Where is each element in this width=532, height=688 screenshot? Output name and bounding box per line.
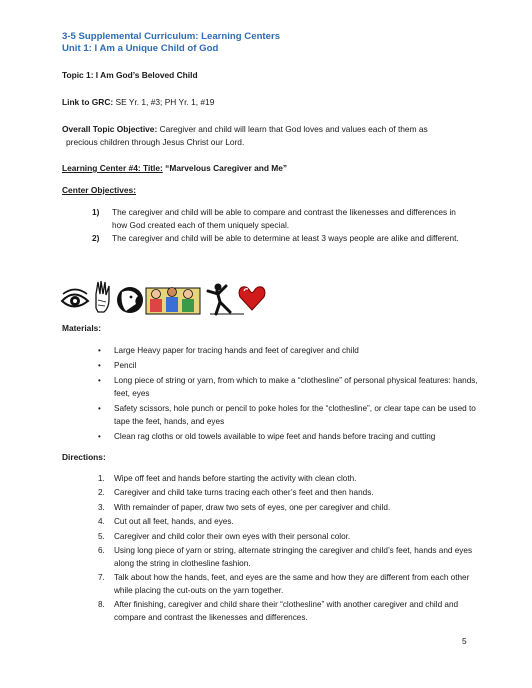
- item-number: 3.: [98, 502, 105, 512]
- item-text: The caregiver and child will be able to determine at least 3 ways people are alike and different.: [112, 233, 459, 243]
- item-text: Talk about how the hands, feet, and eyes are the same and how they are different from each other while placing the cut-outs on the yarn together.: [114, 572, 470, 595]
- grc-label: Link to GRC:: [62, 97, 114, 107]
- learning-center-title: [62, 163, 287, 174]
- item-text: Using long piece of yarn or string, alternate stringing the caregiver and child’s feet, hands and eyes along the string in clothesline fashion.: [114, 545, 473, 568]
- eye-icon: [62, 290, 88, 307]
- item-text: With remainder of paper, draw two sets of eyes, one per caregiver and child.: [114, 502, 391, 512]
- item-number: 6.: [98, 545, 105, 555]
- list-item: • Pencil: [98, 360, 478, 373]
- center-objectives-heading: Center Objectives:: [62, 185, 137, 195]
- item-text: Caregiver and child color their own eyes with their personal color.: [114, 531, 351, 541]
- list-item: • Long piece of string or yarn, from which to make a “clothesline” of personal physical features: hands, feet, eyes: [98, 375, 478, 400]
- list-item: • Large Heavy paper for tracing hands and feet of caregiver and child: [98, 345, 478, 358]
- directions-list: [98, 473, 478, 626]
- learning-center-label: Learning Center #4: Title:: [62, 163, 163, 173]
- list-item: [98, 531, 478, 544]
- grc-link: [62, 97, 214, 108]
- list-item: • Safety scissors, hole punch or pencil to poke holes for the “clothesline”, or clear tape can be used to tape the feet, hands, and eyes: [98, 403, 478, 428]
- list-item: [92, 206, 472, 232]
- list-item: [98, 516, 478, 529]
- grc-text: SE Yr. 1, #3; PH Yr. 1, #19: [113, 97, 215, 107]
- children-group-icon: [146, 288, 200, 315]
- list-item: [98, 545, 478, 570]
- list-item: [98, 572, 478, 597]
- item-number: 1): [92, 207, 100, 217]
- topic-heading: Topic 1: I Am God’s Beloved Child: [62, 70, 198, 80]
- list-item: [98, 599, 478, 624]
- face-profile-icon: [117, 287, 143, 313]
- objective-label: Overall Topic Objective:: [62, 124, 158, 134]
- item-text: After finishing, caregiver and child share their “clothesline” with another caregiver and child and compare and contrast the likenesses and differences.: [114, 599, 459, 622]
- list-item: [98, 502, 478, 515]
- objective-line2: precious children through Jesus Christ our Lord.: [66, 137, 245, 147]
- learning-center-name: “Marvelous Caregiver and Me”: [162, 163, 288, 173]
- item-number: 8.: [98, 599, 105, 609]
- item-text: The caregiver and child will be able to compare and contrast the likenesses and differences in how God created each of them uniquely special.: [112, 207, 456, 230]
- objective-line1: Caregiver and child will learn that God loves and values each of them as: [157, 124, 428, 134]
- item-text: Wipe off feet and hands before starting the activity with clean cloth.: [114, 474, 357, 483]
- item-number: 7.: [98, 572, 105, 582]
- overall-objective: [62, 123, 482, 149]
- center-objectives-list: [92, 206, 472, 245]
- directions-heading: Directions:: [62, 452, 106, 462]
- person-stretching-icon: [208, 284, 244, 315]
- materials-heading: Materials:: [62, 323, 102, 333]
- curriculum-title: 3-5 Supplemental Curriculum: Learning Centers: [62, 31, 281, 42]
- item-number: 1.: [98, 474, 105, 483]
- list-item: [92, 232, 472, 245]
- materials-list: [98, 345, 478, 446]
- heart-icon: [239, 287, 265, 310]
- item-text: Cut out all feet, hands, and eyes.: [114, 517, 234, 527]
- item-number: 2.: [98, 488, 105, 498]
- clipart-strip: [60, 278, 270, 318]
- item-number: 5.: [98, 531, 105, 541]
- hand-icon: [96, 281, 109, 312]
- item-text: Caregiver and child take turns tracing each other’s feet and then hands.: [114, 488, 374, 498]
- page-number: 5: [462, 636, 467, 646]
- list-item: • Clean rag cloths or old towels available to wipe feet and hands before tracing and cutting: [98, 431, 478, 444]
- list-item: [98, 487, 478, 500]
- item-number: 2): [92, 233, 100, 243]
- item-number: 4.: [98, 517, 105, 527]
- list-item: [98, 473, 478, 486]
- unit-title: Unit 1: I Am a Unique Child of God: [62, 43, 219, 54]
